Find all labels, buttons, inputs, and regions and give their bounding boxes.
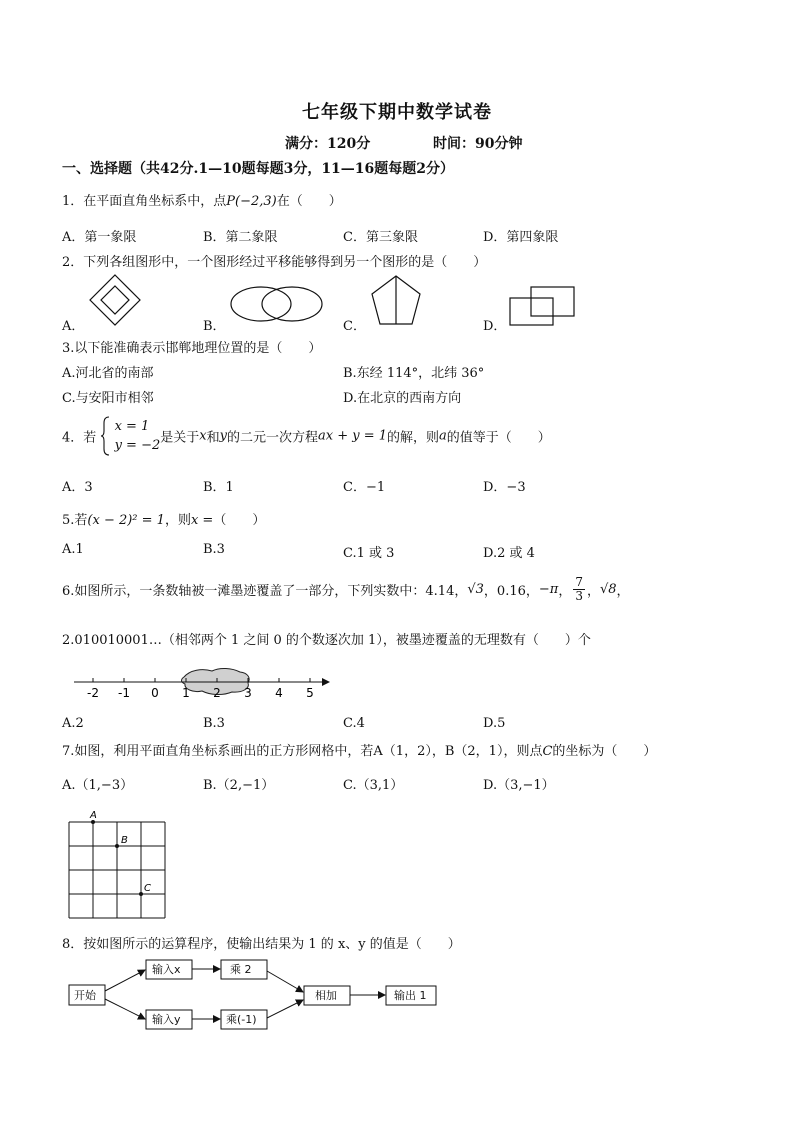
q2-figure-c-pentagon bbox=[372, 276, 420, 324]
axis-tick-label: 5 bbox=[306, 686, 314, 700]
q7-text-b: 的坐标为（ ） bbox=[552, 744, 657, 759]
q6-neg-pi: −π bbox=[538, 582, 559, 597]
flow-mulneg1-label: 乘(-1) bbox=[226, 1013, 257, 1026]
q1-text-a: 1．在平面直角坐标系中，点 bbox=[62, 194, 227, 209]
q2-option-b: B． bbox=[203, 319, 226, 334]
q2-option-d: D． bbox=[483, 319, 507, 334]
q2-option-a: A． bbox=[62, 319, 85, 334]
q2-figure-b-ellipses bbox=[231, 287, 322, 321]
question-5-stem bbox=[62, 509, 265, 528]
q6-option-b: B.3 bbox=[203, 716, 225, 731]
q3-option-d: D.在北京的西南方向 bbox=[343, 391, 462, 406]
q4-var-x: x bbox=[199, 428, 207, 444]
flow-start-label: 开始 bbox=[74, 989, 96, 1002]
section-heading: 一、选择题（共42分.1—10题每题3分，11—16题每题2分） bbox=[62, 161, 455, 177]
q1-option-d: D．第四象限 bbox=[483, 230, 559, 245]
q4-option-d: D．−3 bbox=[483, 480, 526, 495]
axis-tick-label: 2 bbox=[213, 686, 221, 700]
brace-icon bbox=[100, 416, 110, 456]
q5-text-a: 5.若 bbox=[62, 513, 88, 528]
q5-expr: (x − 2)² = 1 bbox=[87, 513, 165, 528]
q4-text-e: 的解，则 bbox=[387, 430, 440, 446]
q5-option-d: D.2 或 4 bbox=[483, 546, 535, 561]
q7-option-d: D.（3,−1） bbox=[483, 778, 555, 793]
q8-flowchart bbox=[60, 955, 450, 1035]
q6-text-b: ，0.16， bbox=[483, 584, 539, 599]
axis-tick-label: 4 bbox=[275, 686, 283, 700]
q5-option-a: A.1 bbox=[62, 542, 84, 557]
q3-option-c: C.与安阳市相邻 bbox=[62, 391, 154, 406]
q4-text-c: 和 bbox=[206, 430, 220, 446]
q1-option-b: B．第二象限 bbox=[203, 230, 278, 245]
flow-mul2-label: 乘 2 bbox=[230, 963, 252, 976]
q7-grid-figure bbox=[60, 808, 180, 926]
q5-option-b: B.3 bbox=[203, 542, 225, 557]
label-c: C bbox=[144, 883, 151, 894]
q3-option-a: A.河北省的南部 bbox=[62, 366, 154, 381]
grid-lines bbox=[69, 822, 165, 918]
q7-option-b: B.（2,−1） bbox=[203, 778, 275, 793]
q6-option-c: C.4 bbox=[343, 716, 365, 731]
axis-tick-label: -1 bbox=[118, 686, 130, 700]
q6-text-d: ， bbox=[586, 584, 600, 599]
point-b-dot bbox=[115, 844, 119, 848]
q7-point-a: A（1，2）， bbox=[373, 744, 445, 759]
point-c-dot bbox=[139, 892, 143, 896]
q5-text-b: ，则 bbox=[164, 513, 191, 528]
q1-text-b: 在（ ） bbox=[276, 194, 342, 209]
q2-figures bbox=[0, 270, 794, 335]
label-b: B bbox=[121, 835, 128, 846]
q6-line-2: 2.010010001…（相邻两个 1 之间 0 的个数逐次加 1），被墨迹覆盖的无理数有（ ）个 bbox=[62, 633, 591, 648]
q6-option-a: A.2 bbox=[62, 716, 84, 731]
page-title: 七年级下期中数学试卷 bbox=[302, 102, 492, 123]
q6-frac-den: 3 bbox=[575, 589, 583, 603]
score-info: 满分：120分 bbox=[285, 136, 371, 152]
question-2-stem: 2．下列各组图形中，一个图形经过平移能够得到另一个图形的是（ ） bbox=[62, 255, 487, 270]
q5-var-x: x = bbox=[190, 513, 214, 528]
q1-option-c: C．第三象限 bbox=[343, 230, 418, 245]
q6-text-c: ， bbox=[558, 584, 572, 599]
q6-number-line bbox=[60, 664, 340, 704]
q4-option-c: C．−1 bbox=[343, 480, 386, 495]
q4-text-b: 是关于 bbox=[160, 430, 200, 446]
q7-text-a: 7.如图，利用平面直角坐标系画出的正方形网格中，若 bbox=[62, 744, 374, 759]
q1-point: P(−2,3) bbox=[226, 194, 277, 209]
flow-output-label: 输出 1 bbox=[394, 989, 427, 1002]
q6-fraction bbox=[573, 576, 585, 603]
flow-add-label: 相加 bbox=[315, 989, 337, 1002]
q4-eq1: x = 1 bbox=[114, 419, 150, 434]
q2-figure-d-rectangles bbox=[510, 287, 574, 325]
q5-option-c: C.1 或 3 bbox=[343, 546, 395, 561]
flow-arrow-2 bbox=[105, 999, 145, 1019]
q4-equation-system bbox=[100, 416, 160, 456]
q2-option-c: C． bbox=[343, 319, 366, 334]
question-4-stem bbox=[62, 416, 551, 456]
q4-equation: ax + y = 1 bbox=[317, 428, 387, 444]
flow-arrow-1 bbox=[105, 970, 145, 991]
q7-option-c: C.（3,1） bbox=[343, 778, 404, 793]
q7-option-a: A.（1,−3） bbox=[62, 778, 134, 793]
question-3-stem: 3.以下能准确表示邯郸地理位置的是（ ） bbox=[62, 341, 322, 356]
q6-frac-num: 7 bbox=[575, 575, 583, 589]
question-6-stem bbox=[62, 576, 630, 603]
q4-text-f: 的值等于（ ） bbox=[446, 430, 551, 446]
q6-sqrt8: √8 bbox=[599, 582, 617, 597]
flow-arrow-5 bbox=[267, 971, 303, 992]
q6-text-a: 6.如图所示，一条数轴被一滩墨迹覆盖了一部分，下列实数中：4.14， bbox=[62, 584, 468, 599]
axis-arrow-icon bbox=[322, 678, 330, 686]
time-info: 时间：90分钟 bbox=[433, 136, 523, 152]
question-1-stem bbox=[62, 190, 342, 209]
label-a: A bbox=[90, 810, 97, 821]
q2-figure-a-diamonds bbox=[90, 275, 140, 325]
q4-eq2: y = −2 bbox=[114, 438, 161, 453]
q4-var-a: a bbox=[439, 428, 447, 444]
flow-arrow-6 bbox=[267, 1000, 303, 1018]
flow-input-x-label: 输入x bbox=[152, 963, 181, 976]
q4-text-a: 4．若 bbox=[62, 430, 97, 446]
question-7-stem bbox=[62, 740, 656, 759]
axis-tick-label: 1 bbox=[182, 686, 190, 700]
flow-input-y-label: 输入y bbox=[152, 1013, 181, 1026]
q4-option-b: B．1 bbox=[203, 480, 234, 495]
axis-tick-label: 3 bbox=[244, 686, 252, 700]
q1-option-a: A．第一象限 bbox=[62, 230, 137, 245]
q6-text-e: ， bbox=[616, 584, 630, 599]
q6-sqrt3: √3 bbox=[467, 582, 484, 597]
q7-point-c: C bbox=[542, 744, 553, 759]
question-8-stem: 8．按如图所示的运算程序，使输出结果为 1 的 x、y 的值是（ ） bbox=[62, 937, 461, 952]
q4-text-d: 的二元一次方程 bbox=[226, 430, 318, 446]
q5-text-c: （ ） bbox=[213, 513, 266, 528]
axis-tick-label: -2 bbox=[87, 686, 99, 700]
axis-tick-label: 0 bbox=[151, 686, 159, 700]
q4-option-a: A．3 bbox=[62, 480, 93, 495]
q3-option-b: B.东经 114°，北纬 36° bbox=[343, 366, 485, 381]
q7-point-b: B（2，1），则点 bbox=[444, 744, 543, 759]
q4-var-y: y bbox=[219, 428, 227, 444]
q6-option-d: D.5 bbox=[483, 716, 506, 731]
